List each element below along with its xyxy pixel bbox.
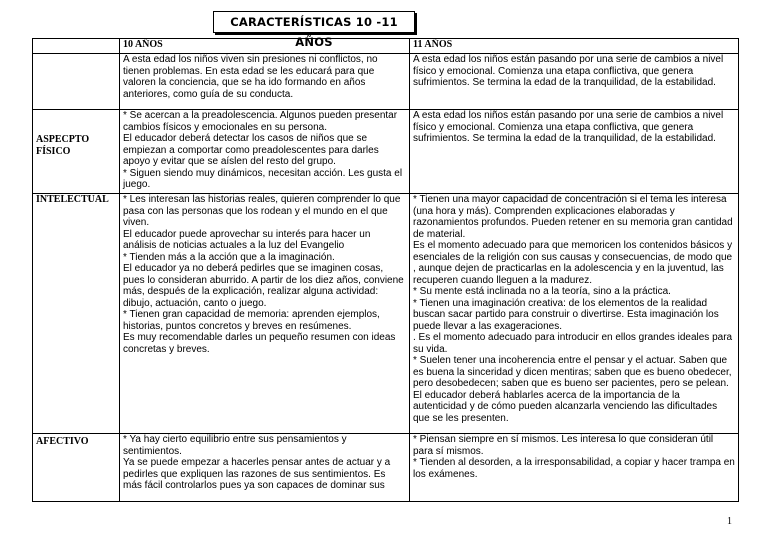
page-title: CARACTERÍSTICAS 10 -11 AÑOS	[213, 11, 415, 33]
table-row	[33, 434, 739, 502]
page-number: 1	[727, 516, 732, 527]
corner-cell	[33, 39, 120, 54]
cell-11-anos: * Tienen una mayor capacidad de concentración si el tema les interesa (una hora y más). Comprenden explicaciones elaboradas y razonamientos profundos. Pueden retener en su memoria gran cantidad de material. Es el momento adecuado para que memoricen los contenidos básicos y esenciales de la religión con sus causas y consecuencias, de modo que , aunque dejen de practicarlas en la adolescencia y en la juventud, las recuperen cuando lleguen a la madurez. * Su mente está inclinada no a la teoría, sino a la práctica. * Tienen una imaginación creativa: de los elementos de la realidad buscan sacar partido para construir o divertirse. Esta imaginación los puede llevar a las exageraciones. . Es el momento adecuado para introducir en ellos grandes ideales para su vida. * Suelen tener una incoherencia entre el pensar y el actuar. Saben que es buena la sinceridad y dicen mentiras; saben que es bueno obedecer, pero desobedecen; saben que es bueno ser pacientes, pero se pelean. El educador deberá hablarles acerca de la importancia de la autenticidad y de cómo pueden alcanzarla venciendo las dificultades que se les presenten.	[410, 194, 739, 434]
row-label-fisico: ASPECPTO FÍSICO	[33, 110, 120, 194]
header-10-anos: 10 AÑOS	[120, 39, 410, 54]
cell-10-anos: A esta edad los niños viven sin presiones ni conflictos, no tienen problemas. En esta edad se les educará para que valoren la conciencia, que se ha ido formando en años anteriores, como guía de su conducta.	[120, 54, 410, 110]
row-label-afectivo: AFECTIVO	[33, 434, 120, 502]
table-row	[33, 110, 739, 194]
cell-10-anos: * Se acercan a la preadolescencia. Algunos pueden presentar cambios físicos y emocionales en su persona. El educador deberá detectar los casos de niños que se empiezan a comportar como preadolescentes para darles apoyo y evitar que se aíslen del resto del grupo. * Siguen siendo muy dinámicos, necesitan acción. Les gusta el juego.	[120, 110, 410, 194]
row-label	[33, 54, 120, 110]
cell-10-anos: * Ya hay cierto equilibrio entre sus pensamientos y sentimientos. Ya se puede empezar a hacerles pensar antes de actuar y a pedirles que expliquen las razones de sus sentimientos. Es más fácil controlarlos pues ya son capaces de dominar sus	[120, 434, 410, 502]
header-11-anos: 11 AÑOS	[410, 39, 739, 54]
characteristics-table	[32, 38, 739, 502]
cell-11-anos: * Piensan siempre en sí mismos. Les interesa lo que consideran útil para sí mismos. * Tienden al desorden, a la irresponsabilidad, a copiar y hacer trampa en los exámenes.	[410, 434, 739, 502]
table-row	[33, 194, 739, 434]
cell-11-anos: A esta edad los niños están pasando por una serie de cambios a nivel físico y emocional. Comienza una etapa conflictiva, que genera sufrimientos. Se termina la edad de la tranquilidad, de la estabilidad.	[410, 110, 739, 194]
header-row	[33, 39, 739, 54]
table-row	[33, 54, 739, 110]
cell-11-anos: A esta edad los niños están pasando por una serie de cambios a nivel físico y emocional. Comienza una etapa conflictiva, que genera sufrimientos. Se termina la edad de la tranquilidad, de la estabilidad.	[410, 54, 739, 110]
cell-10-anos: * Les interesan las historias reales, quieren comprender lo que pasa con las personas que los rodean y el mundo en el que viven. El educador puede aprovechar su interés para hacer un análisis de noticias actuales a la luz del Evangelio * Tienden más a la acción que a la imaginación. El educador ya no deberá pedirles que se imaginen cosas, pues lo consideran aburrido. A partir de los diez años, conviene más, después de la explicación, realizar alguna actividad: dibujo, actuación, canto o juego. * Tienen gran capacidad de memoria: aprenden ejemplos, historias, puntos concretos y breves en resúmenes. Es muy recomendable darles un pequeño resumen con ideas concretas y breves.	[120, 194, 410, 434]
row-label-intelectual: INTELECTUAL	[33, 194, 120, 434]
